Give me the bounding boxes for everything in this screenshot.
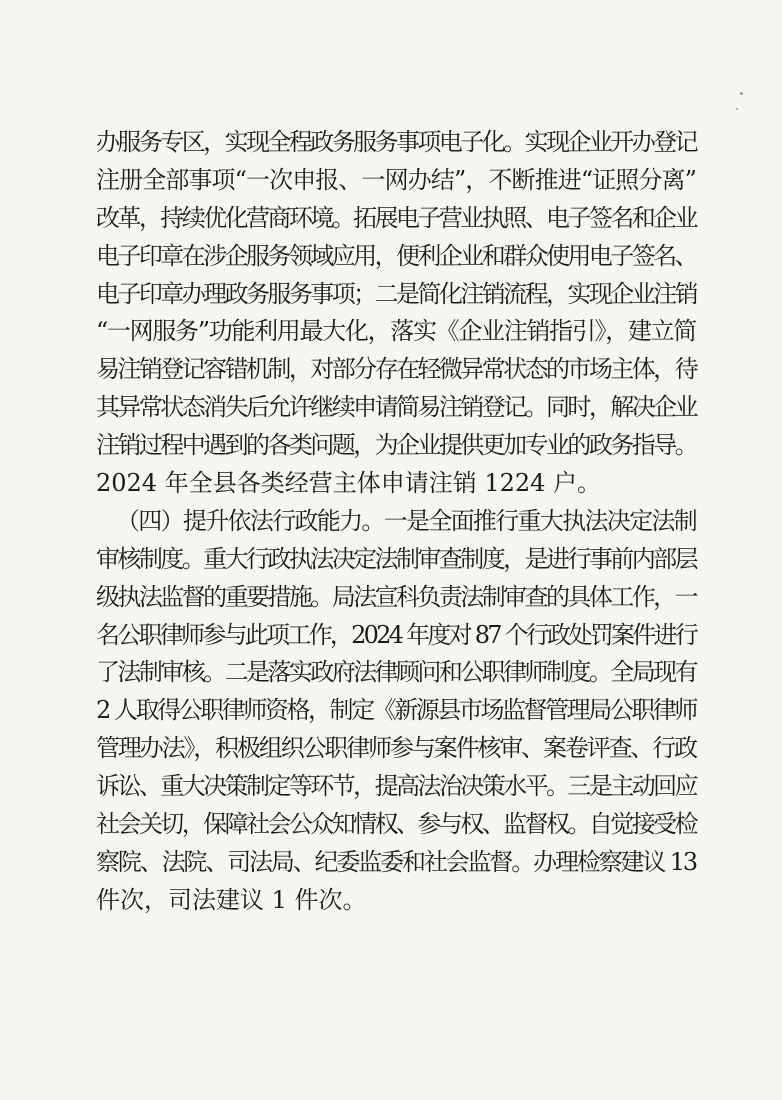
text-line: 管理办法》，积极组织公职律师参与案件核审、案卷评查、行政 [96,734,696,763]
text-line: 级执法监督的重要措施。局法宣科负责法制审查的具体工作，一 [96,582,696,611]
text-line: 名公职律师参与此项工作，2024 年度对 87 个行政处罚案件进行 [96,620,696,649]
text-line: 办服务专区，实现全程政务服务事项电子化。实现企业开办登记 [96,128,696,156]
scan-speck [740,92,743,95]
text-line: 注销过程中遇到的各类问题，为企业提供更加专业的政务指导。 [96,431,696,460]
text-line: 电子印章在涉企服务领域应用，便利企业和群众使用电子签名、 [96,241,696,270]
text-line: 件次，司法建议 1 件次。 [96,885,367,914]
text-line: 2024 年全县各类经营主体申请注销 1224 户。 [96,469,602,498]
text-line: 注册全部事项“一次申报、一网办结”，不断推进“证照分离” [96,165,696,194]
text-line: 社会关切，保障社会公众知情权、参与权、监督权。自觉接受检 [96,810,696,839]
text-line: “一网服务”功能利用最大化，落实《企业注销指引》，建立简 [96,317,696,346]
text-line: 电子印章办理政务服务事项；二是简化注销流程，实现企业注销 [96,279,696,308]
text-line: 审核制度。重大行政执法决定法制审查制度，是进行事前内部层 [96,544,696,573]
text-line: 察院、法院、司法局、纪委监委和社会监督。办理检察建议 13 [96,847,696,876]
document-body [96,124,696,920]
text-line: 诉讼、重大决策制定等环节，提高法治决策水平。三是主动回应 [96,772,696,801]
text-line: 其异常状态消失后允许继续申请简易注销登记。同时，解决企业 [96,393,696,422]
section-heading-line: （四）提升依法行政能力。一是全面推行重大执法决定法制 [116,506,696,535]
scan-speck [736,108,738,110]
text-line: 2 人取得公职律师资格，制定《新源县市场监督管理局公职律师 [96,696,696,725]
text-line: 了法制审核。二是落实政府法律顾问和公职律师制度。全局现有 [96,658,696,687]
text-line: 改革，持续优化营商环境。拓展电子营业执照、电子签名和企业 [96,203,696,232]
text-line: 易注销登记容错机制，对部分存在轻微异常状态的市场主体，待 [96,355,696,384]
